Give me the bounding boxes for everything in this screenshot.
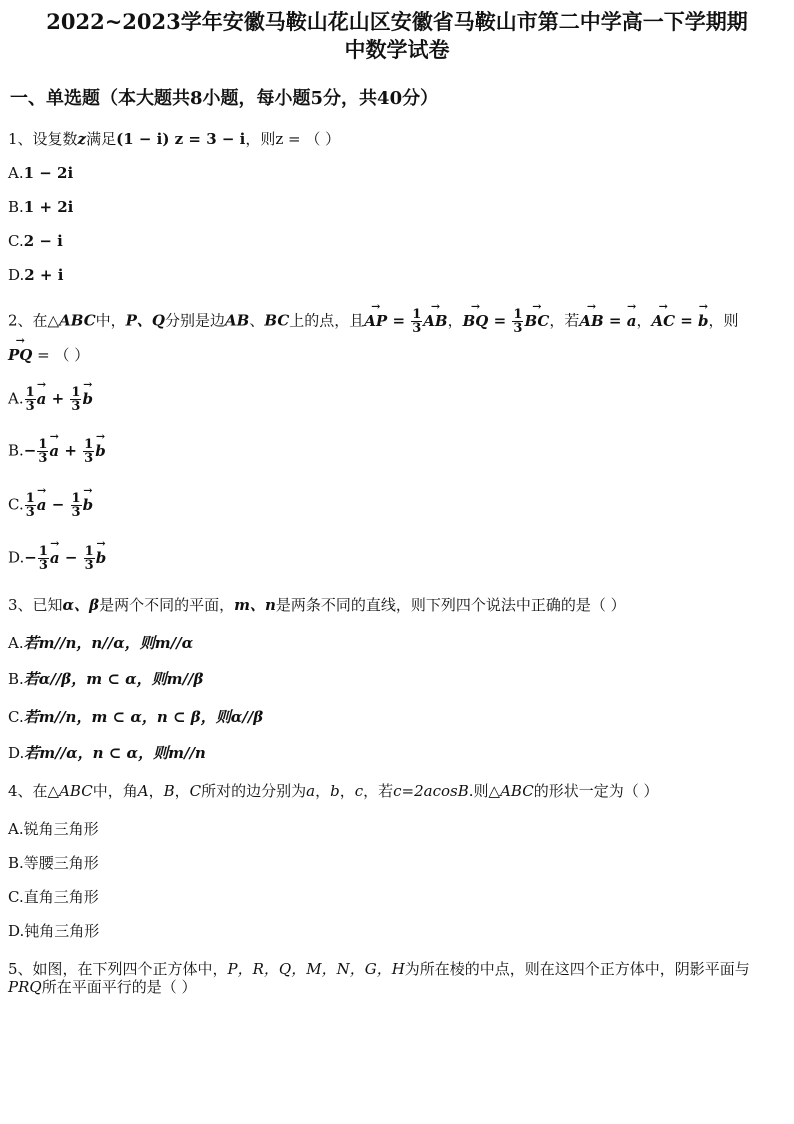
question-1-stem: 1、设复数z满足(1 − i) z = 3 − i，则z = （ ） bbox=[8, 130, 341, 148]
question-2-stem: 2、在△ABC中，P、Q分别是边AB、BC上的点，且→ AP = $\frac{1}{3}$ → AB，→ BQ = $\frac{1}{3}$ → BC，若→ AB = → a，→ AC = → b，则 bbox=[8, 308, 739, 335]
document-title bbox=[0, 8, 794, 64]
fraction-one-third: $\frac{1}{3}$ bbox=[412, 307, 422, 336]
q2-option-d: D.− $\frac{1}{3}$ → a − $\frac{1}{3}$ → b bbox=[8, 545, 106, 572]
q4-option-a: A.锐角三角形 bbox=[8, 820, 99, 838]
q1-equation: (1 − i) z = 3 − i bbox=[116, 130, 246, 148]
question-5-stem: 5、如图，在下列四个正方体中，P，R，Q，M，N，G，H为所在棱的中点，则在这四个正方体中，阴影平面与 bbox=[8, 960, 750, 978]
title-line-2: 中数学试卷 bbox=[344, 37, 450, 62]
question-5-stem-cont: PRQ所在平面平行的是（ ） bbox=[8, 978, 197, 996]
q4-option-b: B.等腰三角形 bbox=[8, 854, 99, 872]
fraction-one-third: $\frac{1}{3}$ bbox=[513, 307, 523, 336]
q1-option-a: A.1 − 2i bbox=[8, 164, 74, 182]
q3-option-d: D.若m//α，n ⊂ α，则m//n bbox=[8, 744, 206, 762]
q2-option-a: A. $\frac{1}{3}$ → a + $\frac{1}{3}$ → b bbox=[8, 386, 93, 413]
q3-option-c: C.若m//n，m ⊂ α，n ⊂ β，则α//β bbox=[8, 708, 264, 726]
q1-option-c: C.2 − i bbox=[8, 232, 63, 250]
q3-option-a: A.若m//n，n//α，则m//α bbox=[8, 634, 194, 652]
section-heading: 一、单选题（本大题共8小题，每小题5分，共40分） bbox=[10, 88, 439, 109]
q4-option-d: D.钝角三角形 bbox=[8, 922, 100, 940]
question-3-stem: 3、已知α、β是两个不同的平面，m、n是两条不同的直线，则下列四个说法中正确的是（ ） bbox=[8, 596, 626, 614]
question-4-stem: 4、在△ABC中，角A，B，C所对的边分别为a，b，c，若c=2acosB.则△ABC的形状一定为（ ） bbox=[8, 782, 659, 800]
q3-option-b: B.若α//β，m ⊂ α，则m//β bbox=[8, 670, 204, 688]
q1-option-b: B.1 + 2i bbox=[8, 198, 74, 216]
title-line-1: 2022~2023学年安徽马鞍山花山区安徽省马鞍山市第二中学高一下学期期 bbox=[46, 9, 748, 34]
q2-option-c: C. $\frac{1}{3}$ → a − $\frac{1}{3}$ → b bbox=[8, 492, 93, 519]
question-2-stem-cont: → PQ = （ ） bbox=[8, 344, 89, 365]
q2-option-b: B.− $\frac{1}{3}$ → a + $\frac{1}{3}$ → b bbox=[8, 438, 106, 465]
q4-option-c: C.直角三角形 bbox=[8, 888, 99, 906]
q1-option-d: D.2 + i bbox=[8, 266, 64, 284]
